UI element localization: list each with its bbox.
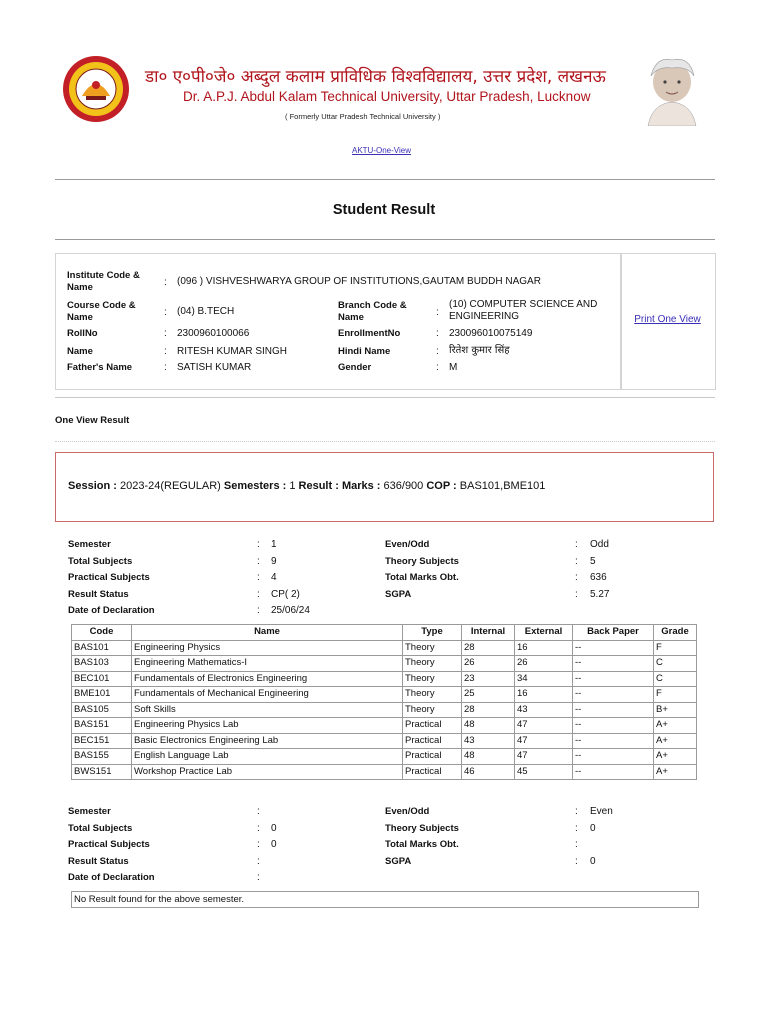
theory-subjects-value: 5 (590, 556, 596, 567)
code-cell: BAS105 (72, 702, 132, 718)
institute-label: Institute Code & Name (67, 270, 140, 293)
name-cell: Fundamentals of Mechanical Engineering (132, 687, 403, 703)
back-paper-cell: -- (573, 749, 654, 765)
internal-cell: 48 (462, 718, 515, 734)
external-cell: 16 (515, 640, 573, 656)
total-subjects-label: Total Subjects (68, 556, 133, 567)
grade-cell: A+ (654, 764, 697, 780)
no-result-message: No Result found for the above semester. (71, 891, 699, 908)
enrollment-label: EnrollmentNo (338, 328, 401, 339)
theory-subjects-label: Theory Subjects (385, 823, 459, 834)
father-name-value: SATISH KUMAR (177, 362, 252, 373)
semester-label: Semester (68, 806, 111, 817)
colon: : (575, 806, 578, 817)
colon: : (257, 539, 260, 550)
code-cell: BAS101 (72, 640, 132, 656)
grade-cell: C (654, 656, 697, 672)
university-logo (62, 52, 130, 126)
internal-cell: 48 (462, 749, 515, 765)
gender-label: Gender (338, 362, 372, 373)
semester-label: Semester (68, 539, 111, 550)
code-cell: BEC151 (72, 733, 132, 749)
type-cell: Theory (403, 687, 462, 703)
university-title-english: Dr. A.P.J. Abdul Kalam Technical University, Uttar Pradesh, Lucknow (183, 89, 591, 104)
header-divider (55, 179, 715, 180)
total-subjects-value: 0 (271, 823, 277, 834)
back-paper-cell: -- (573, 687, 654, 703)
internal-cell: 28 (462, 702, 515, 718)
grade-cell: F (654, 640, 697, 656)
result-status-value: CP( 2) (271, 589, 300, 600)
marks-label: Marks : (341, 480, 381, 492)
practical-subjects-label: Practical Subjects (68, 572, 150, 583)
sgpa-value: 5.27 (590, 589, 610, 600)
result-label: Result : (298, 480, 339, 492)
total-subjects-label: Total Subjects (68, 823, 133, 834)
aktu-one-view-link[interactable]: AKTU-One-View (352, 146, 411, 155)
grade-cell: A+ (654, 718, 697, 734)
header-grade: Grade (654, 625, 697, 641)
course-value: (04) B.TECH (177, 306, 235, 317)
total-marks-label: Total Marks Obt. (385, 839, 459, 850)
colon: : (575, 856, 578, 867)
internal-cell: 28 (462, 640, 515, 656)
table-row (72, 656, 697, 672)
colon: : (257, 556, 260, 567)
even-odd-label: Even/Odd (385, 806, 430, 817)
title-divider (55, 239, 715, 240)
colon: : (257, 856, 260, 867)
university-title-hindi: डा० ए०पी०जे० अब्दुल कलाम प्राविधिक विश्वविद्यालय, उत्तर प्रदेश, लखनऊ (145, 67, 606, 87)
branch-value: (10) COMPUTER SCIENCE AND ENGINEERING (449, 299, 598, 322)
back-paper-cell: -- (573, 718, 654, 734)
grade-cell: C (654, 671, 697, 687)
code-cell: BEC101 (72, 671, 132, 687)
type-cell: Practical (403, 733, 462, 749)
even-odd-label: Even/Odd (385, 539, 430, 550)
table-row (72, 764, 697, 780)
grade-cell: A+ (654, 749, 697, 765)
colon: : (257, 872, 260, 883)
internal-cell: 26 (462, 656, 515, 672)
name-cell: Soft Skills (132, 702, 403, 718)
external-cell: 43 (515, 702, 573, 718)
header-external: External (515, 625, 573, 641)
name-cell: Engineering Physics Lab (132, 718, 403, 734)
semesters-label: Semesters : (223, 480, 287, 492)
type-cell: Theory (403, 640, 462, 656)
declaration-date-value: 25/06/24 (271, 605, 310, 616)
code-cell: BAS103 (72, 656, 132, 672)
colon: : (257, 823, 260, 834)
colon: : (164, 307, 167, 318)
info-divider (55, 397, 715, 398)
table-header-row (72, 625, 697, 641)
theory-subjects-value: 0 (590, 823, 596, 834)
name-value: RITESH KUMAR SINGH (177, 346, 288, 357)
code-cell: BAS151 (72, 718, 132, 734)
enrollment-value: 230096010075149 (449, 328, 533, 339)
grade-cell: A+ (654, 733, 697, 749)
table-row (72, 671, 697, 687)
type-cell: Practical (403, 749, 462, 765)
sgpa-label: SGPA (385, 856, 412, 867)
back-paper-cell: -- (573, 702, 654, 718)
back-paper-cell: -- (573, 656, 654, 672)
page-title: Student Result (332, 202, 436, 218)
table-row (72, 687, 697, 703)
internal-cell: 46 (462, 764, 515, 780)
colon: : (436, 362, 439, 373)
table-row (72, 718, 697, 734)
external-cell: 26 (515, 656, 573, 672)
table-row (72, 702, 697, 718)
section-divider (55, 441, 715, 442)
name-cell: Basic Electronics Engineering Lab (132, 733, 403, 749)
colon: : (575, 556, 578, 567)
header-internal: Internal (462, 625, 515, 641)
print-one-view-link[interactable]: Print One View (634, 314, 701, 325)
header-code: Code (72, 625, 132, 641)
theory-subjects-label: Theory Subjects (385, 556, 459, 567)
colon: : (164, 277, 167, 288)
code-cell: BAS155 (72, 749, 132, 765)
external-cell: 47 (515, 733, 573, 749)
name-cell: Engineering Physics (132, 640, 403, 656)
internal-cell: 43 (462, 733, 515, 749)
name-label: Name (67, 346, 93, 357)
colon: : (575, 539, 578, 550)
type-cell: Theory (403, 671, 462, 687)
colon: : (164, 328, 167, 339)
total-subjects-value: 9 (271, 556, 277, 567)
session-summary (68, 480, 545, 492)
colon: : (164, 362, 167, 373)
hindi-name-label: Hindi Name (338, 346, 391, 357)
external-cell: 47 (515, 718, 573, 734)
cop-value: BAS101,BME101 (459, 480, 546, 492)
internal-cell: 25 (462, 687, 515, 703)
table-row (72, 749, 697, 765)
grade-cell: B+ (654, 702, 697, 718)
colon: : (257, 806, 260, 817)
internal-cell: 23 (462, 671, 515, 687)
result-status-label: Result Status (68, 589, 129, 600)
back-paper-cell: -- (573, 671, 654, 687)
sgpa-value: 0 (590, 856, 596, 867)
back-paper-cell: -- (573, 733, 654, 749)
marks-value: 636/900 (383, 480, 424, 492)
one-view-result-label: One View Result (55, 415, 130, 426)
code-cell: BWS151 (72, 764, 132, 780)
colon: : (257, 572, 260, 583)
branch-label: Branch Code & Name (338, 300, 407, 323)
institute-value: (096 ) VISHVESHWARYA GROUP OF INSTITUTIONS,GAUTAM BUDDH NAGAR (177, 276, 541, 287)
type-cell: Theory (403, 656, 462, 672)
session-label: Session : (68, 480, 117, 492)
table-row (72, 640, 697, 656)
colon: : (575, 839, 578, 850)
rollno-value: 2300960100066 (177, 328, 250, 339)
university-subtitle: ( Formerly Uttar Pradesh Technical University ) (285, 112, 441, 121)
external-cell: 34 (515, 671, 573, 687)
colon: : (575, 589, 578, 600)
name-cell: English Language Lab (132, 749, 403, 765)
external-cell: 45 (515, 764, 573, 780)
sgpa-label: SGPA (385, 589, 412, 600)
hindi-name-value: रितेश कुमार सिंह (449, 345, 510, 356)
session-value: 2023-24(REGULAR) (119, 480, 221, 492)
code-cell: BME101 (72, 687, 132, 703)
type-cell: Practical (403, 764, 462, 780)
name-cell: Engineering Mathematics-I (132, 656, 403, 672)
colon: : (164, 346, 167, 357)
practical-subjects-value: 0 (271, 839, 277, 850)
header-name: Name (132, 625, 403, 641)
portrait-image (636, 52, 708, 126)
colon: : (436, 346, 439, 357)
colon: : (436, 307, 439, 318)
marks-table-body (72, 640, 697, 780)
declaration-date-label: Date of Declaration (68, 872, 155, 883)
total-marks-label: Total Marks Obt. (385, 572, 459, 583)
grade-cell: F (654, 687, 697, 703)
type-cell: Practical (403, 718, 462, 734)
marks-table (71, 624, 697, 780)
external-cell: 16 (515, 687, 573, 703)
result-status-label: Result Status (68, 856, 129, 867)
gender-value: M (449, 362, 458, 373)
back-paper-cell: -- (573, 640, 654, 656)
colon: : (436, 328, 439, 339)
colon: : (257, 839, 260, 850)
course-label: Course Code & Name (67, 300, 136, 323)
type-cell: Theory (403, 702, 462, 718)
back-paper-cell: -- (573, 764, 654, 780)
name-cell: Fundamentals of Electronics Engineering (132, 671, 403, 687)
semesters-value: 1 (289, 480, 296, 492)
colon: : (257, 589, 260, 600)
external-cell: 47 (515, 749, 573, 765)
header-type: Type (403, 625, 462, 641)
colon: : (257, 605, 260, 616)
rollno-label: RollNo (67, 328, 98, 339)
name-cell: Workshop Practice Lab (132, 764, 403, 780)
colon: : (575, 823, 578, 834)
even-odd-value: Even (590, 806, 613, 817)
colon: : (575, 572, 578, 583)
header-back-paper: Back Paper (573, 625, 654, 641)
practical-subjects-value: 4 (271, 572, 277, 583)
semester-value: 1 (271, 539, 277, 550)
even-odd-value: Odd (590, 539, 609, 550)
practical-subjects-label: Practical Subjects (68, 839, 150, 850)
declaration-date-label: Date of Declaration (68, 605, 155, 616)
cop-label: COP : (426, 480, 457, 492)
father-name-label: Father's Name (67, 362, 133, 373)
table-row (72, 733, 697, 749)
total-marks-value: 636 (590, 572, 607, 583)
